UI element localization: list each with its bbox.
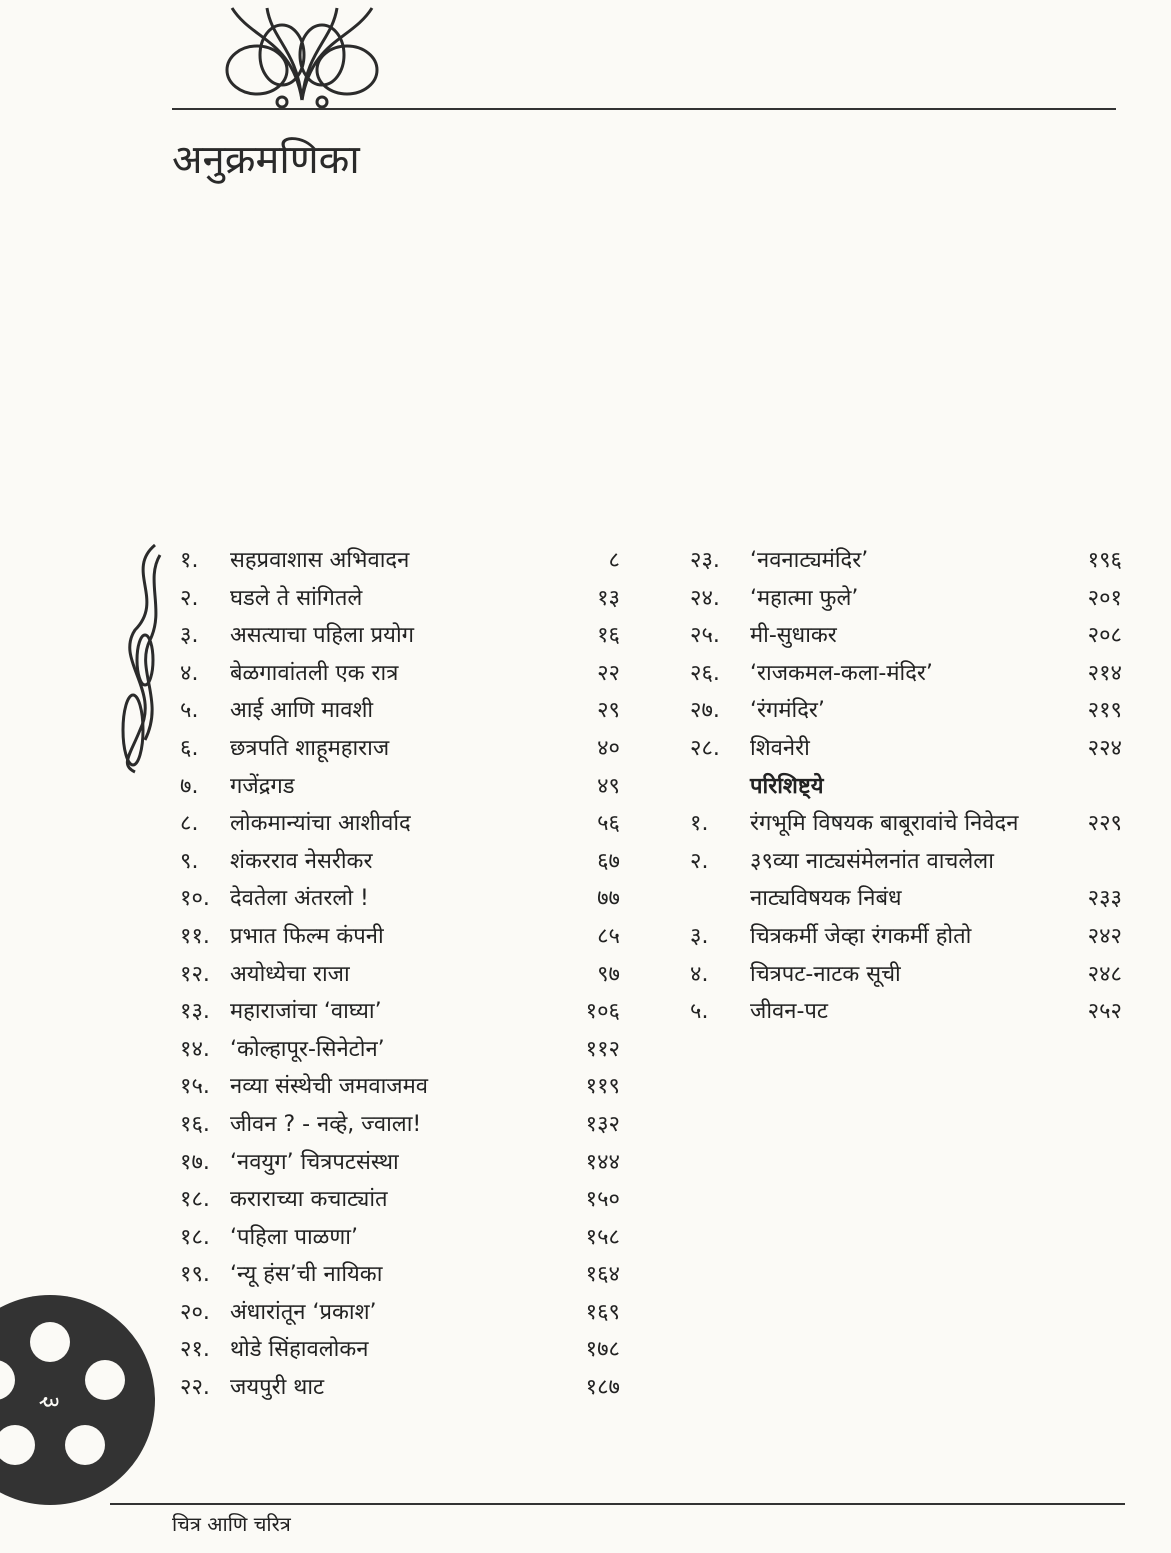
toc-entry-title: रंगभूमि विषयक बाबूरावांचे निवेदन [750,811,1019,837]
toc-entry-title: नाट्यविषयक निबंध [750,886,902,912]
toc-entry-title: थोडे सिंहावलोकन [230,1337,369,1363]
toc-entry-page: १५० [585,1187,620,1213]
toc-entry-number: १४. [180,1036,210,1062]
toc-entry [180,1331,620,1369]
toc-entry [180,1144,620,1182]
toc-entry-page: २९ [597,698,620,724]
toc-entry-title: ‘नवनाट्यमंदिर’ [750,548,869,573]
toc-entry-number: ३. [690,923,709,949]
toc-entry-title: अंधारांतून ‘प्रकाश’ [230,1299,377,1325]
flourish-icon [115,540,170,775]
toc-entry [690,880,1122,918]
page-title: अनुक्रमणिका [172,137,360,183]
toc-entry-title: ‘न्यू हंस’ची नायिका [230,1262,383,1288]
toc-entry-page: १६ [597,623,620,649]
toc-entry-title: शंकरराव नेसरीकर [230,848,373,874]
toc-entry-page: २५२ [1087,999,1122,1025]
toc-entry-number: ४. [690,961,709,987]
toc-entry [180,1068,620,1106]
footer-title: चित्र आणि चरित्र [172,1512,291,1536]
toc-entry-number: १८. [180,1224,210,1250]
toc-entry-title: गजेंद्रगड [230,773,295,799]
toc-entry-page: ५६ [597,811,620,837]
toc-entry-page: ८ [608,548,620,573]
toc-entry-title: जीवन-पट [750,999,828,1025]
toc-entry-title: मी-सुधाकर [750,623,837,649]
toc-entry-page: २२४ [1087,735,1122,761]
toc-entry-title: चित्रपट-नाटक सूची [750,961,901,987]
toc-right-column [690,542,1122,1031]
toc-entry-number: ५. [180,698,199,724]
toc-entry-title: लोकमान्यांचा आशीर्वाद [230,811,411,837]
toc-entry-title: ‘राजकमल-कला-मंदिर’ [750,660,933,686]
toc-entry-title: ‘नवयुग’ चित्रपटसंस्था [230,1149,399,1175]
toc-entry-title: जीवन ? - नव्हे, ज्वाला! [230,1111,422,1137]
toc-entry-title: ‘कोल्हापूर-सिनेटोन’ [230,1036,385,1062]
toc-entry-title: आई आणि मावशी [230,698,374,724]
top-rule [172,108,1116,110]
toc-entry-number: २. [690,848,709,874]
toc-entry-number: २२. [180,1375,210,1401]
toc-entry [180,768,620,806]
toc-entry-title: छत्रपति शाहूमहाराज [230,735,390,761]
toc-entry [690,805,1122,843]
toc-entry-title: बेळगावांतली एक रात्र [230,660,399,686]
toc-entry-title: ‘पहिला पाळणा’ [230,1224,358,1250]
toc-entry [180,918,620,956]
toc-entry-page: १६९ [585,1299,620,1325]
toc-entry [690,956,1122,994]
film-reel-icon [0,1290,160,1510]
toc-entry-number: ३. [180,623,199,649]
toc-entry [690,617,1122,655]
toc-entry-page: १६४ [585,1262,620,1288]
toc-entry [690,580,1122,618]
toc-entry-number: २६. [690,660,720,686]
toc-entry-page: ११९ [585,1074,620,1100]
toc-entry-page: २०८ [1087,623,1122,649]
toc-entry-page: १४४ [585,1149,620,1175]
toc-entry-number: २०. [180,1299,210,1325]
toc-entry-title: ३९व्या नाट्यसंमेलनांत वाचलेला [750,848,994,874]
toc-entry [180,1219,620,1257]
toc-entry-title: चित्रकर्मी जेव्हा रंगकर्मी होतो [750,923,972,949]
toc-entry-page: ४९ [597,773,620,799]
toc-entry-number: १. [690,811,709,837]
swirl-ornament-icon [212,0,392,112]
toc-entry-number: ४. [180,660,199,686]
toc-entry-title: ‘महात्मा फुले’ [750,585,859,611]
toc-entry-title: देवतेला अंतरलो ! [230,886,369,912]
toc-entry-title: शिवनेरी [750,735,810,761]
toc-entry [180,956,620,994]
toc-entry-page: ९७ [597,961,620,987]
toc-entry-number: १७. [180,1149,210,1175]
toc-entry-number: १२. [180,961,210,987]
toc-entry-page: २४८ [1087,961,1122,987]
toc-entry [690,918,1122,956]
toc-entry-title: परिशिष्ट्ये [750,773,824,799]
bottom-rule [110,1503,1125,1505]
toc-entry [180,580,620,618]
toc-entry-title: ‘रंगमंदिर’ [750,698,825,724]
toc-entry-title: सहप्रवाशास अभिवादन [230,548,410,573]
toc-entry-page: १५८ [585,1224,620,1250]
toc-entry [180,1031,620,1069]
toc-entry-number: १०. [180,886,210,912]
toc-entry [180,692,620,730]
toc-entry-page: २३३ [1087,886,1122,912]
toc-entry-number: ५. [690,999,709,1025]
toc-entry-page: १३२ [585,1111,620,1137]
toc-entry-title: अयोध्येचा राजा [230,961,350,987]
toc-entry-number: २७. [690,698,720,724]
toc-entry [690,542,1122,580]
toc-entry-page: ४० [597,735,620,761]
toc-entry-page: २४२ [1087,923,1122,949]
toc-entry [180,880,620,918]
toc-entry-page: १७८ [585,1337,620,1363]
toc-section-heading [690,768,1122,806]
page-number: ३ [35,1395,65,1409]
toc-entry-number: १६. [180,1111,210,1137]
toc-entry [180,1369,620,1407]
toc-entry-number: २. [180,585,199,611]
toc-entry [180,805,620,843]
toc-entry-page: ११२ [585,1036,620,1062]
toc-entry [180,1256,620,1294]
toc-entry-number: १३. [180,999,210,1025]
toc-entry-number: १. [180,548,199,573]
toc-entry-page: १३ [597,585,620,611]
toc-entry-number: २८. [690,735,720,761]
toc-entry-page: ७७ [597,886,620,912]
toc-entry-title: जयपुरी थाट [230,1375,325,1401]
toc-entry [690,730,1122,768]
toc-entry [180,542,620,580]
toc-left-column [180,542,620,1407]
toc-entry [180,1181,620,1219]
toc-entry-page: १९६ [1087,548,1122,573]
toc-entry-title: महाराजांचा ‘वाघ्या’ [230,999,382,1025]
toc-entry-number: ८. [180,811,199,837]
toc-entry-number: २३. [690,548,720,573]
toc-entry-page: ८५ [597,923,620,949]
toc-entry-number: २१. [180,1337,210,1363]
toc-entry [690,843,1122,881]
toc-entry-page: १०६ [585,999,620,1025]
toc-entry-page: ६७ [597,848,620,874]
toc-entry-page: २२ [597,660,620,686]
toc-entry-number: २५. [690,623,720,649]
toc-entry-number: ६. [180,735,199,761]
toc-entry-page: २०१ [1087,585,1122,611]
toc-entry [180,843,620,881]
toc-entry [690,692,1122,730]
toc-entry [180,1294,620,1332]
toc-entry-number: १८. [180,1187,210,1213]
toc-entry-number: ९. [180,848,199,874]
toc-entry-title: नव्या संस्थेची जमवाजमव [230,1074,429,1100]
toc-entry-page: २१९ [1087,698,1122,724]
toc-entry [690,993,1122,1031]
toc-entry-title: घडले ते सांगितले [230,585,363,611]
toc-entry-title: असत्याचा पहिला प्रयोग [230,623,415,649]
toc-entry [690,655,1122,693]
toc-entry-number: २४. [690,585,720,611]
toc-entry [180,1106,620,1144]
toc-entry [180,993,620,1031]
toc-entry [180,617,620,655]
toc-entry-page: १८७ [585,1375,620,1401]
toc-entry-title: प्रभात फिल्म कंपनी [230,923,384,949]
toc-entry [180,730,620,768]
toc-entry-title: कराराच्या कचाट्यांत [230,1187,388,1213]
toc-entry [180,655,620,693]
toc-entry-page: २२९ [1087,811,1122,837]
toc-entry-number: ११. [180,923,210,949]
toc-entry-number: १९. [180,1262,210,1288]
toc-entry-number: १५. [180,1074,210,1100]
toc-entry-number: ७. [180,773,199,799]
toc-entry-page: २१४ [1087,660,1122,686]
